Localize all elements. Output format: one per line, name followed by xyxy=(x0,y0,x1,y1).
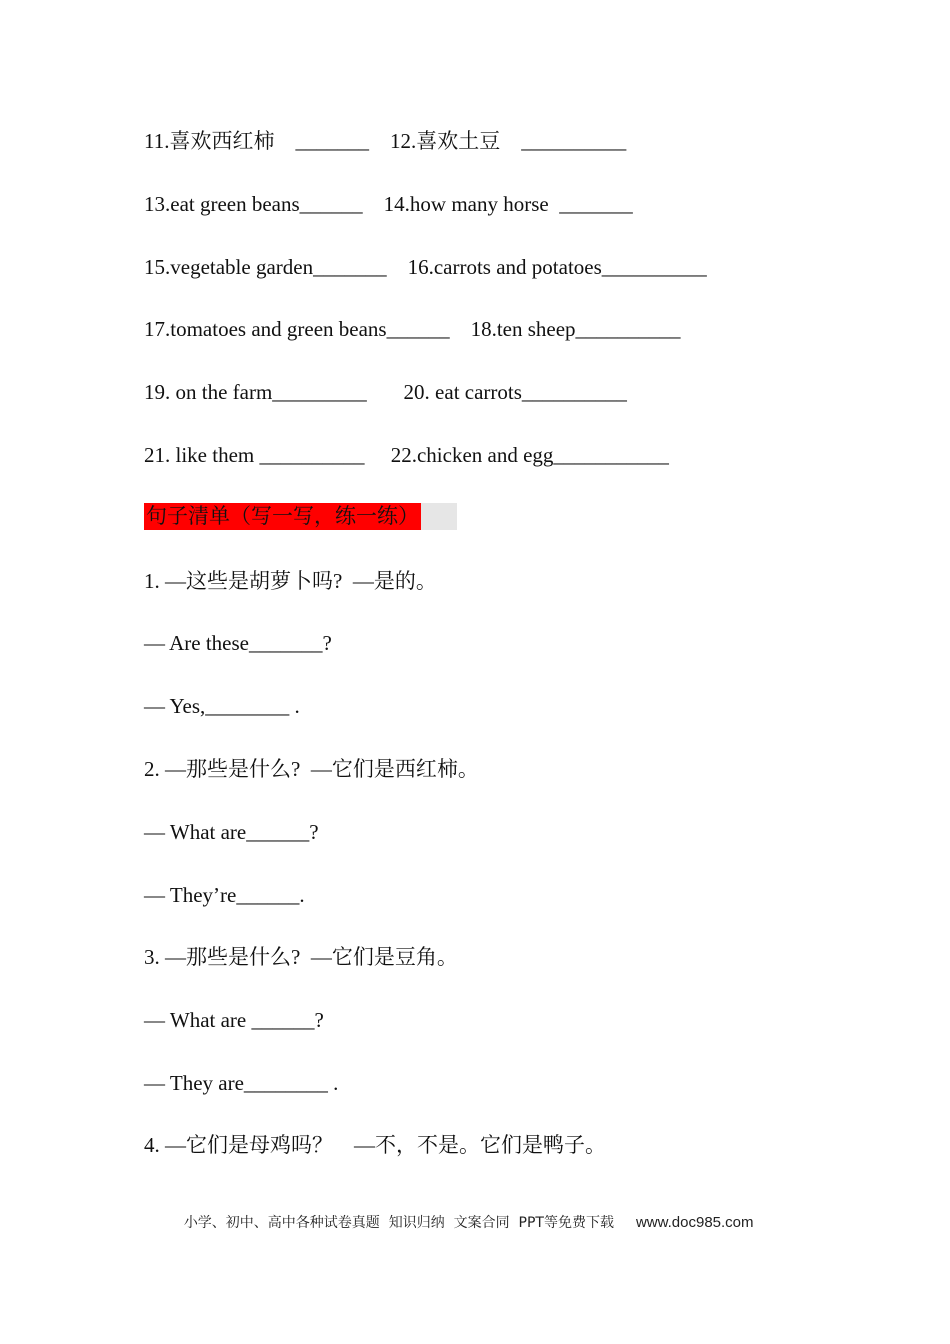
sentence-3-prompt: 3. —那些是什么? —它们是豆角。 xyxy=(144,945,458,969)
footer-text: 小学、初中、高中各种试卷真题 知识归纳 文案合同 PPT等免费下载 xyxy=(183,1215,614,1231)
sentence-3-question: — What are ______? xyxy=(144,1008,324,1032)
phrase-line-15-16: 15.vegetable garden_______ 16.carrots and potatoes__________ xyxy=(144,255,707,279)
sentence-1-question: — Are these_______? xyxy=(144,631,332,655)
section-heading-highlight-tail xyxy=(421,503,457,530)
phrase-line-11-12: 11.喜欢西红柿 _______ 12.喜欢土豆 __________ xyxy=(144,129,627,153)
sentence-3-answer: — They are________ . xyxy=(144,1071,339,1095)
sentence-1-answer: — Yes,________ . xyxy=(144,694,300,718)
page-footer xyxy=(166,1190,754,1256)
phrase-line-19-20: 19. on the farm_________ 20. eat carrots__________ xyxy=(144,380,627,404)
sentence-2-prompt: 2. —那些是什么? —它们是西红柿。 xyxy=(144,757,479,781)
phrase-line-13-14: 13.eat green beans______ 14.how many horse _______ xyxy=(144,192,633,216)
phrase-line-17-18: 17.tomatoes and green beans______ 18.ten sheep__________ xyxy=(144,317,681,341)
phrase-line-21-22: 21. like them __________ 22.chicken and egg___________ xyxy=(144,443,669,467)
sentence-2-answer: — They’re______. xyxy=(144,883,305,907)
sentence-4-prompt: 4. —它们是母鸡吗？ —不，不是。它们是鸭子。 xyxy=(144,1133,606,1157)
footer-url[interactable]: www.doc985.com xyxy=(635,1214,754,1231)
section-heading xyxy=(144,503,457,530)
section-heading-text: 句子清单（写一写，练一练） xyxy=(146,504,419,528)
sentence-2-question: — What are______? xyxy=(144,820,319,844)
sentence-1-prompt: 1. —这些是胡萝卜吗? —是的。 xyxy=(144,569,437,593)
